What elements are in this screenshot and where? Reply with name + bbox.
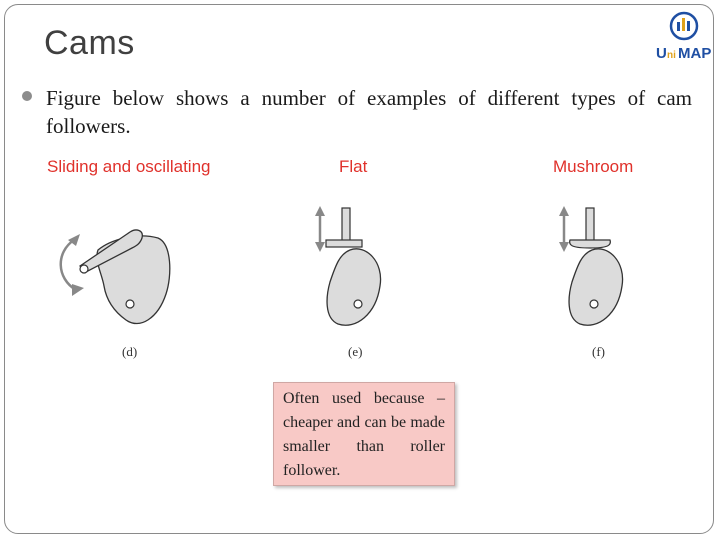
cam-followers-diagram bbox=[40, 190, 680, 370]
caption-flat: Flat bbox=[339, 157, 368, 176]
svg-text:MAP: MAP bbox=[678, 45, 712, 62]
svg-text:ni: ni bbox=[667, 50, 676, 61]
mushroom-follower-diagram bbox=[559, 206, 623, 325]
note-box: Often used because – cheaper and can be made smaller than roller follower. bbox=[273, 382, 455, 486]
flat-follower-diagram bbox=[315, 206, 381, 325]
caption-sliding-oscillating: Sliding and oscillating bbox=[47, 157, 211, 176]
figure-label-d: (d) bbox=[122, 344, 138, 359]
bullet-text: Figure below shows a number of examples of different types of cam followers. bbox=[46, 86, 692, 138]
figure-label-f: (f) bbox=[592, 344, 605, 359]
figure-label-e: (e) bbox=[348, 344, 363, 359]
bullet-item bbox=[22, 84, 692, 140]
slide-title: Cams bbox=[44, 24, 135, 62]
caption-mushroom: Mushroom bbox=[553, 157, 634, 176]
unimap-logo-icon bbox=[650, 4, 718, 70]
bullet-dot-icon bbox=[22, 91, 32, 101]
cam-followers-figure bbox=[40, 190, 680, 370]
oscillating-follower-diagram bbox=[61, 230, 170, 324]
svg-text:U: U bbox=[656, 45, 667, 62]
